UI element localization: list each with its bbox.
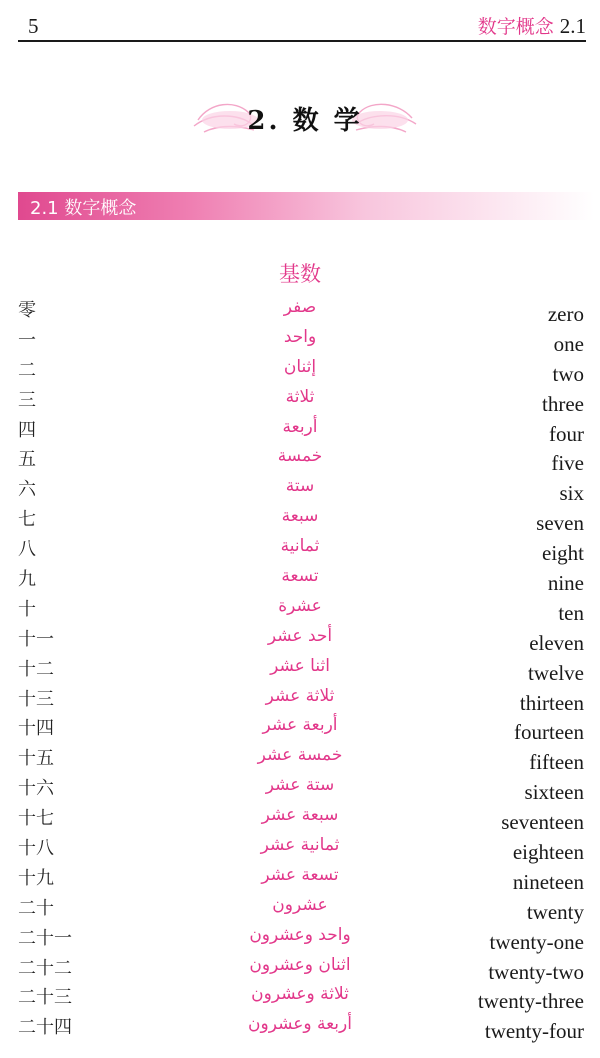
chinese-term: 十九 bbox=[18, 867, 54, 889]
chinese-term: 八 bbox=[18, 539, 36, 561]
list-item bbox=[0, 804, 600, 834]
arabic-term: خمسة عشر bbox=[257, 745, 343, 766]
chapter-heading bbox=[190, 90, 420, 148]
list-item bbox=[0, 416, 600, 446]
arabic-term: أربعة bbox=[282, 416, 318, 437]
english-term: twenty-three bbox=[477, 989, 584, 1014]
list-item bbox=[0, 864, 600, 894]
arabic-term: تسعة bbox=[281, 566, 319, 587]
page-number: 5 bbox=[28, 14, 39, 38]
arabic-term: ثلاثة عشر bbox=[265, 685, 335, 706]
arabic-term: خمسة bbox=[277, 446, 323, 467]
subheading: 基数 bbox=[279, 262, 321, 286]
list-item bbox=[0, 445, 600, 475]
arabic-term: اثنا عشر bbox=[270, 655, 330, 676]
chinese-term: 二十二 bbox=[18, 957, 72, 979]
chinese-term: 零 bbox=[18, 300, 36, 321]
english-term: seventeen bbox=[501, 810, 584, 835]
list-item bbox=[0, 834, 600, 864]
list-item bbox=[0, 924, 600, 954]
english-term: eighteen bbox=[512, 840, 584, 865]
arabic-term: عشرة bbox=[278, 595, 322, 616]
chinese-term: 二十四 bbox=[18, 1017, 72, 1039]
english-term: twelve bbox=[528, 660, 584, 685]
list-item bbox=[0, 326, 600, 356]
list-item bbox=[0, 595, 600, 625]
chinese-term: 三 bbox=[18, 389, 36, 411]
chinese-term: 十二 bbox=[18, 658, 54, 680]
arabic-term: ستة عشر bbox=[265, 775, 335, 796]
chinese-term: 二十 bbox=[18, 897, 54, 919]
english-term: twenty-one bbox=[489, 929, 584, 954]
english-term: eleven bbox=[529, 630, 584, 655]
chapter-title: 2. 数 学 bbox=[247, 106, 363, 136]
chinese-term: 二 bbox=[18, 359, 36, 381]
english-term: thirteen bbox=[519, 690, 584, 715]
list-item bbox=[0, 1013, 600, 1043]
arabic-term: واحد bbox=[283, 326, 317, 347]
list-item bbox=[0, 954, 600, 984]
section-banner bbox=[18, 192, 594, 220]
english-term: seven bbox=[536, 511, 584, 536]
arabic-term: سبعة عشر bbox=[261, 805, 339, 826]
english-term: eight bbox=[542, 541, 584, 566]
arabic-term: ثمانية bbox=[280, 536, 320, 557]
list-item bbox=[0, 655, 600, 685]
list-item bbox=[0, 535, 600, 565]
chinese-term: 一 bbox=[18, 329, 36, 351]
list-item bbox=[0, 386, 600, 416]
chinese-term: 二十三 bbox=[18, 987, 72, 1009]
chinese-term: 二十一 bbox=[18, 927, 72, 949]
english-term: twenty bbox=[526, 899, 584, 924]
chinese-term: 十七 bbox=[18, 808, 54, 830]
chinese-term: 七 bbox=[18, 509, 36, 531]
running-section-title: 数字概念 bbox=[477, 16, 554, 38]
arabic-term: ثمانية عشر bbox=[260, 835, 340, 856]
english-term: ten bbox=[558, 600, 584, 625]
chinese-term: 十八 bbox=[18, 838, 54, 860]
list-item bbox=[0, 296, 600, 326]
list-item bbox=[0, 714, 600, 744]
chinese-term: 五 bbox=[18, 449, 36, 471]
english-term: nine bbox=[547, 571, 584, 596]
english-term: fourteen bbox=[514, 720, 584, 745]
chinese-term: 十 bbox=[18, 598, 36, 620]
arabic-term: عشرون bbox=[272, 894, 328, 915]
list-item bbox=[0, 685, 600, 715]
english-term: five bbox=[551, 451, 584, 476]
list-item bbox=[0, 356, 600, 386]
chinese-term: 六 bbox=[18, 479, 36, 501]
english-term: twenty-two bbox=[488, 959, 584, 984]
chinese-term: 十六 bbox=[18, 778, 54, 800]
chinese-term: 九 bbox=[18, 569, 36, 591]
arabic-term: صفر bbox=[283, 297, 317, 317]
list-item bbox=[0, 625, 600, 655]
english-term: zero bbox=[547, 302, 584, 326]
chinese-term: 十四 bbox=[18, 718, 54, 740]
running-header bbox=[18, 6, 586, 42]
arabic-term: اثنان وعشرون bbox=[249, 954, 351, 975]
list-item bbox=[0, 774, 600, 804]
list-item bbox=[0, 565, 600, 595]
english-term: fifteen bbox=[529, 750, 584, 775]
section-title: 2.1 数字概念 bbox=[30, 198, 137, 219]
arabic-term: ثلاثة وعشرون bbox=[251, 984, 349, 1005]
arabic-term: أربعة عشر bbox=[262, 715, 338, 736]
english-term: sixteen bbox=[524, 780, 584, 805]
english-term: nineteen bbox=[512, 869, 584, 894]
english-term: two bbox=[552, 361, 584, 386]
arabic-term: واحد وعشرون bbox=[249, 924, 351, 945]
chinese-term: 十五 bbox=[18, 748, 54, 770]
list-item bbox=[0, 894, 600, 924]
vocabulary-list bbox=[0, 296, 600, 1043]
english-term: four bbox=[549, 421, 584, 446]
list-item bbox=[0, 505, 600, 535]
chinese-term: 十一 bbox=[18, 628, 54, 650]
english-term: one bbox=[553, 331, 584, 356]
list-item bbox=[0, 983, 600, 1013]
list-item bbox=[0, 744, 600, 774]
arabic-term: سبعة bbox=[281, 506, 319, 527]
english-term: six bbox=[559, 481, 584, 506]
running-title bbox=[478, 12, 586, 39]
arabic-term: ستة bbox=[285, 476, 315, 497]
arabic-term: أربعة وعشرون bbox=[248, 1014, 352, 1035]
running-section-number: 2.1 bbox=[559, 14, 586, 38]
english-term: three bbox=[542, 391, 584, 416]
list-item bbox=[0, 475, 600, 505]
arabic-term: تسعة عشر bbox=[261, 864, 339, 885]
arabic-term: أحد عشر bbox=[267, 625, 333, 646]
arabic-term: إثنان bbox=[283, 356, 317, 377]
arabic-term: ثلاثة bbox=[285, 386, 315, 407]
chinese-term: 四 bbox=[18, 419, 36, 441]
english-term: twenty-four bbox=[484, 1019, 584, 1044]
chinese-term: 十三 bbox=[18, 688, 54, 710]
